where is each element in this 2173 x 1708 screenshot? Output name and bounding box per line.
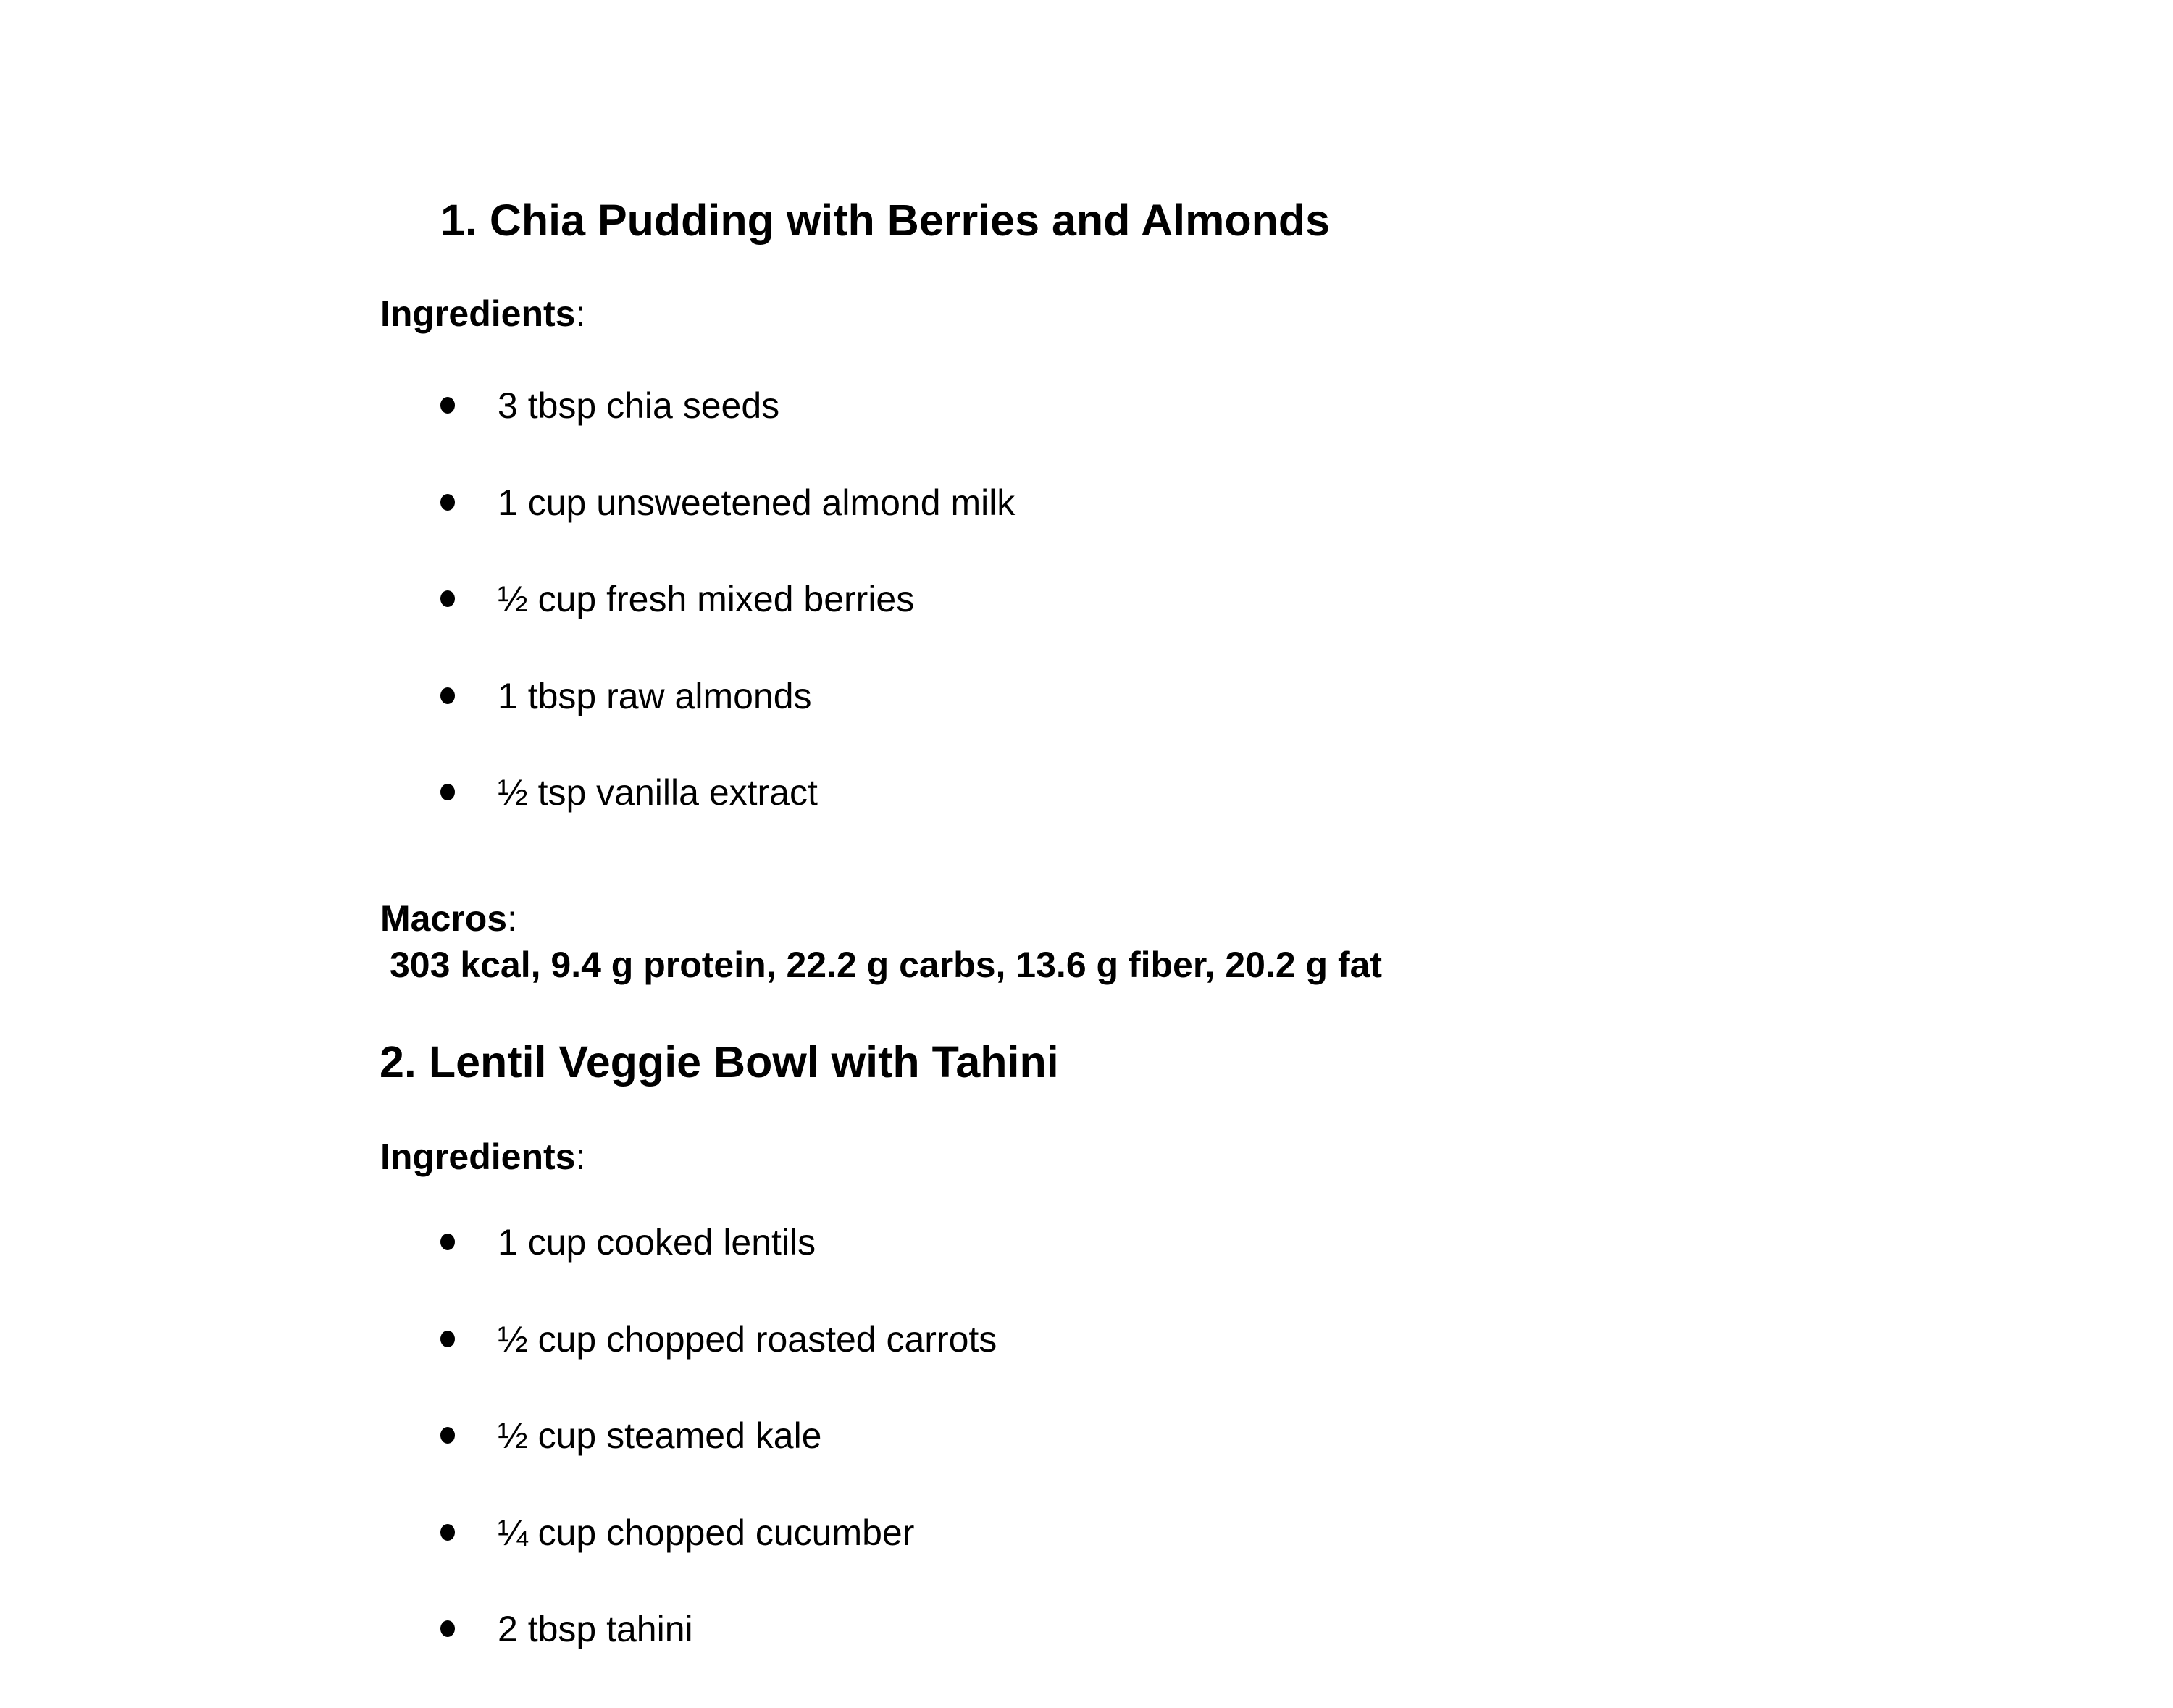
bullet-icon [440,1331,455,1347]
list-item [380,1512,997,1553]
bullet-icon [440,784,455,800]
list-item [380,1318,997,1360]
recipe-2-ingredient-list [380,1224,997,1708]
recipe-1-macros [380,895,1382,988]
list-item [380,774,1015,811]
ingredient-text: 3 tbsp chia seeds [498,385,780,426]
bullet-icon [440,687,455,704]
macros-label-colon: : [507,898,517,939]
ingredient-text: ½ cup fresh mixed berries [498,579,915,619]
recipe-2-ingredients-label [380,1136,586,1177]
macros-value: 303 kcal, 9.4 g protein, 22.2 g carbs, 13.6 g fiber, 20.2 g fat [390,945,1383,985]
ingredient-text: 1 cup cooked lentils [498,1222,816,1263]
bullet-icon [440,1234,455,1250]
macros-label-line [380,895,1382,942]
recipe-1-ingredients-label [380,293,586,334]
list-item [380,581,1015,617]
recipe-2-heading: 2. Lentil Veggie Bowl with Tahini [380,1037,1059,1087]
recipe-1-ingredient-list [380,385,1016,871]
list-item [380,675,1015,716]
bullet-icon [440,494,455,511]
ingredient-text: ½ cup chopped roasted carrots [498,1318,997,1360]
ingredient-text: 1 tbsp raw almonds [498,675,812,716]
ingredients-label-colon: : [575,293,586,334]
macros-label-text: Macros [380,898,508,939]
list-item [380,1415,997,1456]
ingredient-text: 1 cup unsweetened almond milk [498,482,1016,523]
bullet-icon [440,1427,455,1444]
ingredients-label-text: Ingredients [380,1136,576,1177]
bullet-icon [440,590,455,607]
list-item [380,1222,997,1263]
ingredients-label-colon: : [575,1136,586,1177]
ingredient-text: ½ tsp vanilla extract [498,772,818,813]
list-item [380,385,1015,426]
recipe-1-heading: 1. Chia Pudding with Berries and Almonds [440,196,1331,245]
list-item [380,1611,997,1647]
bullet-icon [440,1524,455,1541]
ingredient-text: ¼ cup chopped cucumber [498,1512,915,1553]
ingredient-text: 2 tbsp tahini [498,1609,693,1649]
ingredient-text: ½ cup steamed kale [498,1415,822,1456]
ingredients-label-text: Ingredients [380,293,576,334]
bullet-icon [440,1620,455,1637]
list-item [380,482,1016,523]
bullet-icon [440,397,455,414]
